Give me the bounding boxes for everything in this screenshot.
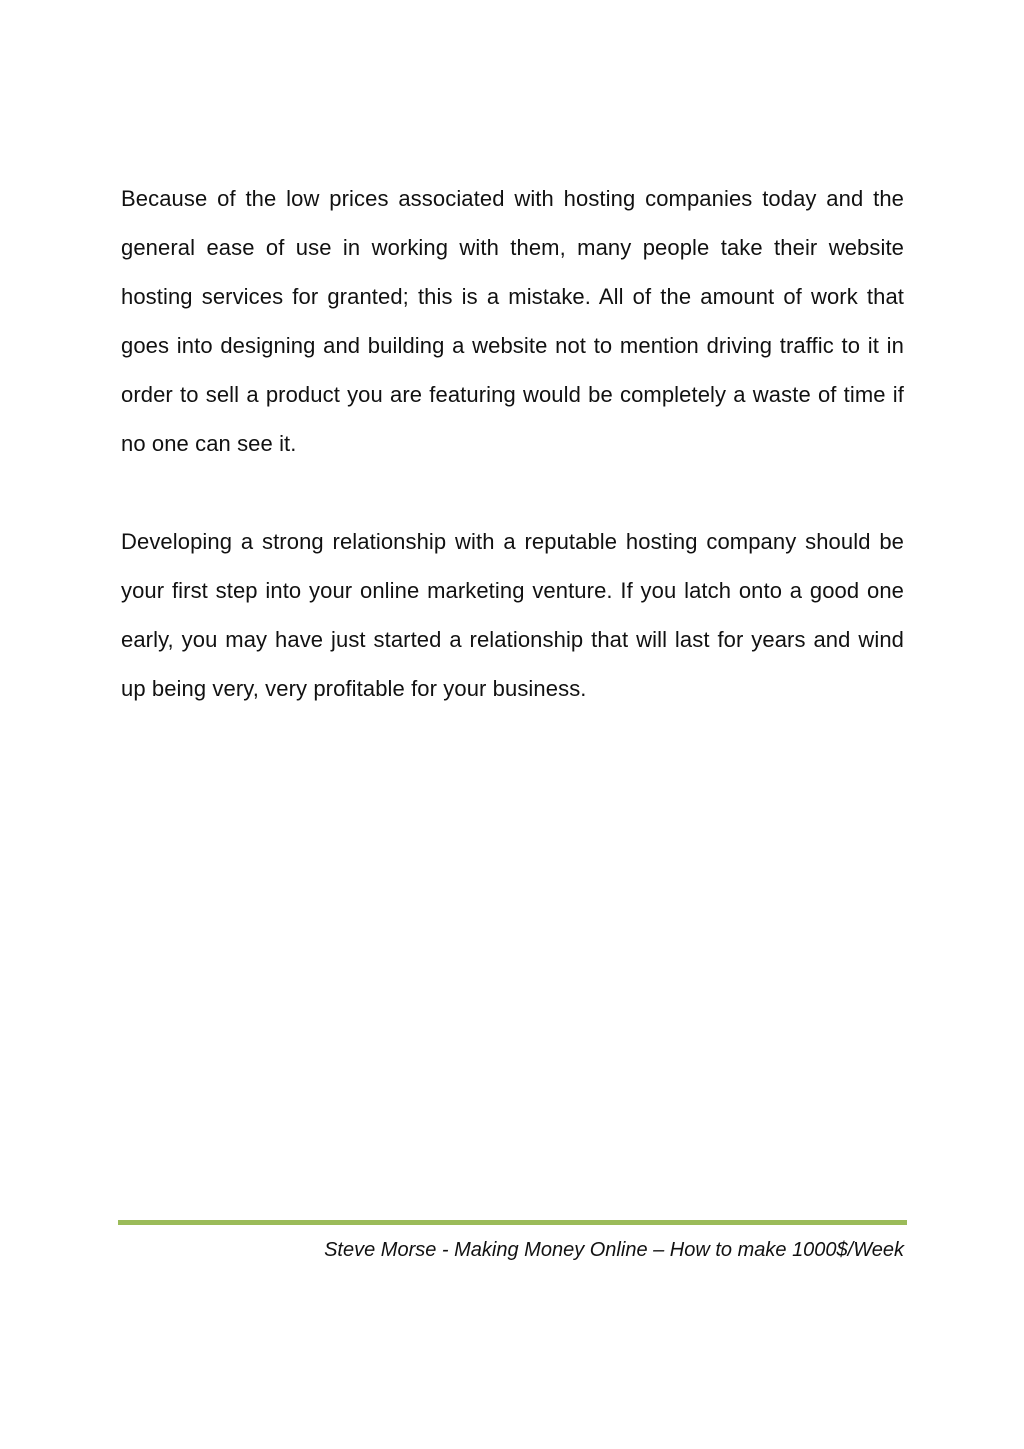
footer-caption: Steve Morse - Making Money Online – How to make 1000$/Week [324,1239,904,1261]
paragraph-2: Developing a strong relationship with a reputable hosting company should be your first step into your online marketing venture. If you latch onto a good one early, you may have just started a relationship that will last for years and wind up being very, very profitable for your business. [121,529,904,701]
paragraph-1: Because of the low prices associated with hosting companies today and the general ease of use in working with them, many people take their website hosting services for granted; this is a mistake. All of the amount of work that goes into designing and building a website not to mention driving traffic to it in order to sell a product you are featuring would be completely a waste of time if no one can see it. [121,186,904,456]
footer-divider [118,1220,907,1225]
body-text [121,174,904,762]
